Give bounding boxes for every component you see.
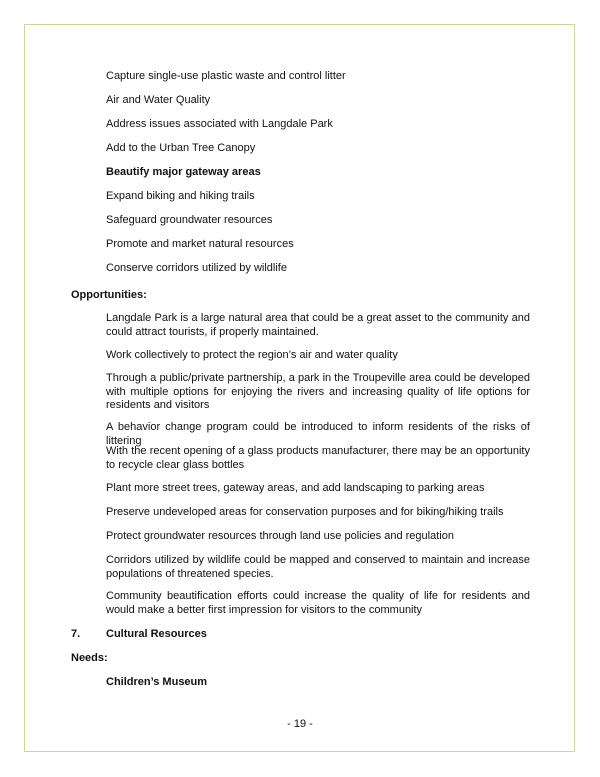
page-number: - 19 -: [287, 718, 313, 730]
opportunity-item: A behavior change program could be introduced to inform residents of the risks of littering: [106, 421, 530, 447]
list-item-bold: Beautify major gateway areas: [106, 166, 261, 178]
list-item: Safeguard groundwater resources: [106, 214, 273, 226]
needs-heading: Needs:: [71, 652, 108, 664]
section-title: Cultural Resources: [106, 628, 207, 640]
list-item: Expand biking and hiking trails: [106, 190, 255, 202]
opportunity-item: Protect groundwater resources through land use policies and regulation: [106, 530, 454, 542]
section-number: 7.: [71, 628, 81, 640]
list-item-bold: Children’s Museum: [106, 676, 208, 688]
list-item: Conserve corridors utilized by wildlife: [106, 262, 287, 274]
opportunity-item: Langdale Park is a large natural area that could be a great asset to the community and could attract tourists, if properly maintained.: [106, 312, 530, 338]
opportunity-item: Through a public/private partnership, a park in the Troupeville area could be developed with multiple options for enjoying the rivers and increasing quality of life options for residents and visitors: [106, 372, 530, 412]
list-item: Add to the Urban Tree Canopy: [106, 142, 256, 154]
opportunities-heading: Opportunities:: [71, 289, 147, 301]
opportunity-item: With the recent opening of a glass products manufacturer, there may be an opportunity to recycle clear glass bottles: [106, 445, 530, 471]
list-item: Air and Water Quality: [106, 94, 211, 106]
list-item: Promote and market natural resources: [106, 238, 294, 250]
opportunity-item: Corridors utilized by wildlife could be mapped and conserved to maintain and increase populations of threatened species.: [106, 554, 530, 580]
opportunity-item: Work collectively to protect the region’s air and water quality: [106, 349, 398, 361]
list-item: Capture single-use plastic waste and control litter: [106, 70, 346, 82]
opportunity-item: Community beautification efforts could increase the quality of life for residents and would make a better first impression for visitors to the community: [106, 590, 530, 616]
list-item: Address issues associated with Langdale Park: [106, 118, 333, 130]
opportunity-item: Preserve undeveloped areas for conservation purposes and for biking/hiking trails: [106, 506, 504, 518]
opportunity-item: Plant more street trees, gateway areas, and add landscaping to parking areas: [106, 482, 485, 494]
